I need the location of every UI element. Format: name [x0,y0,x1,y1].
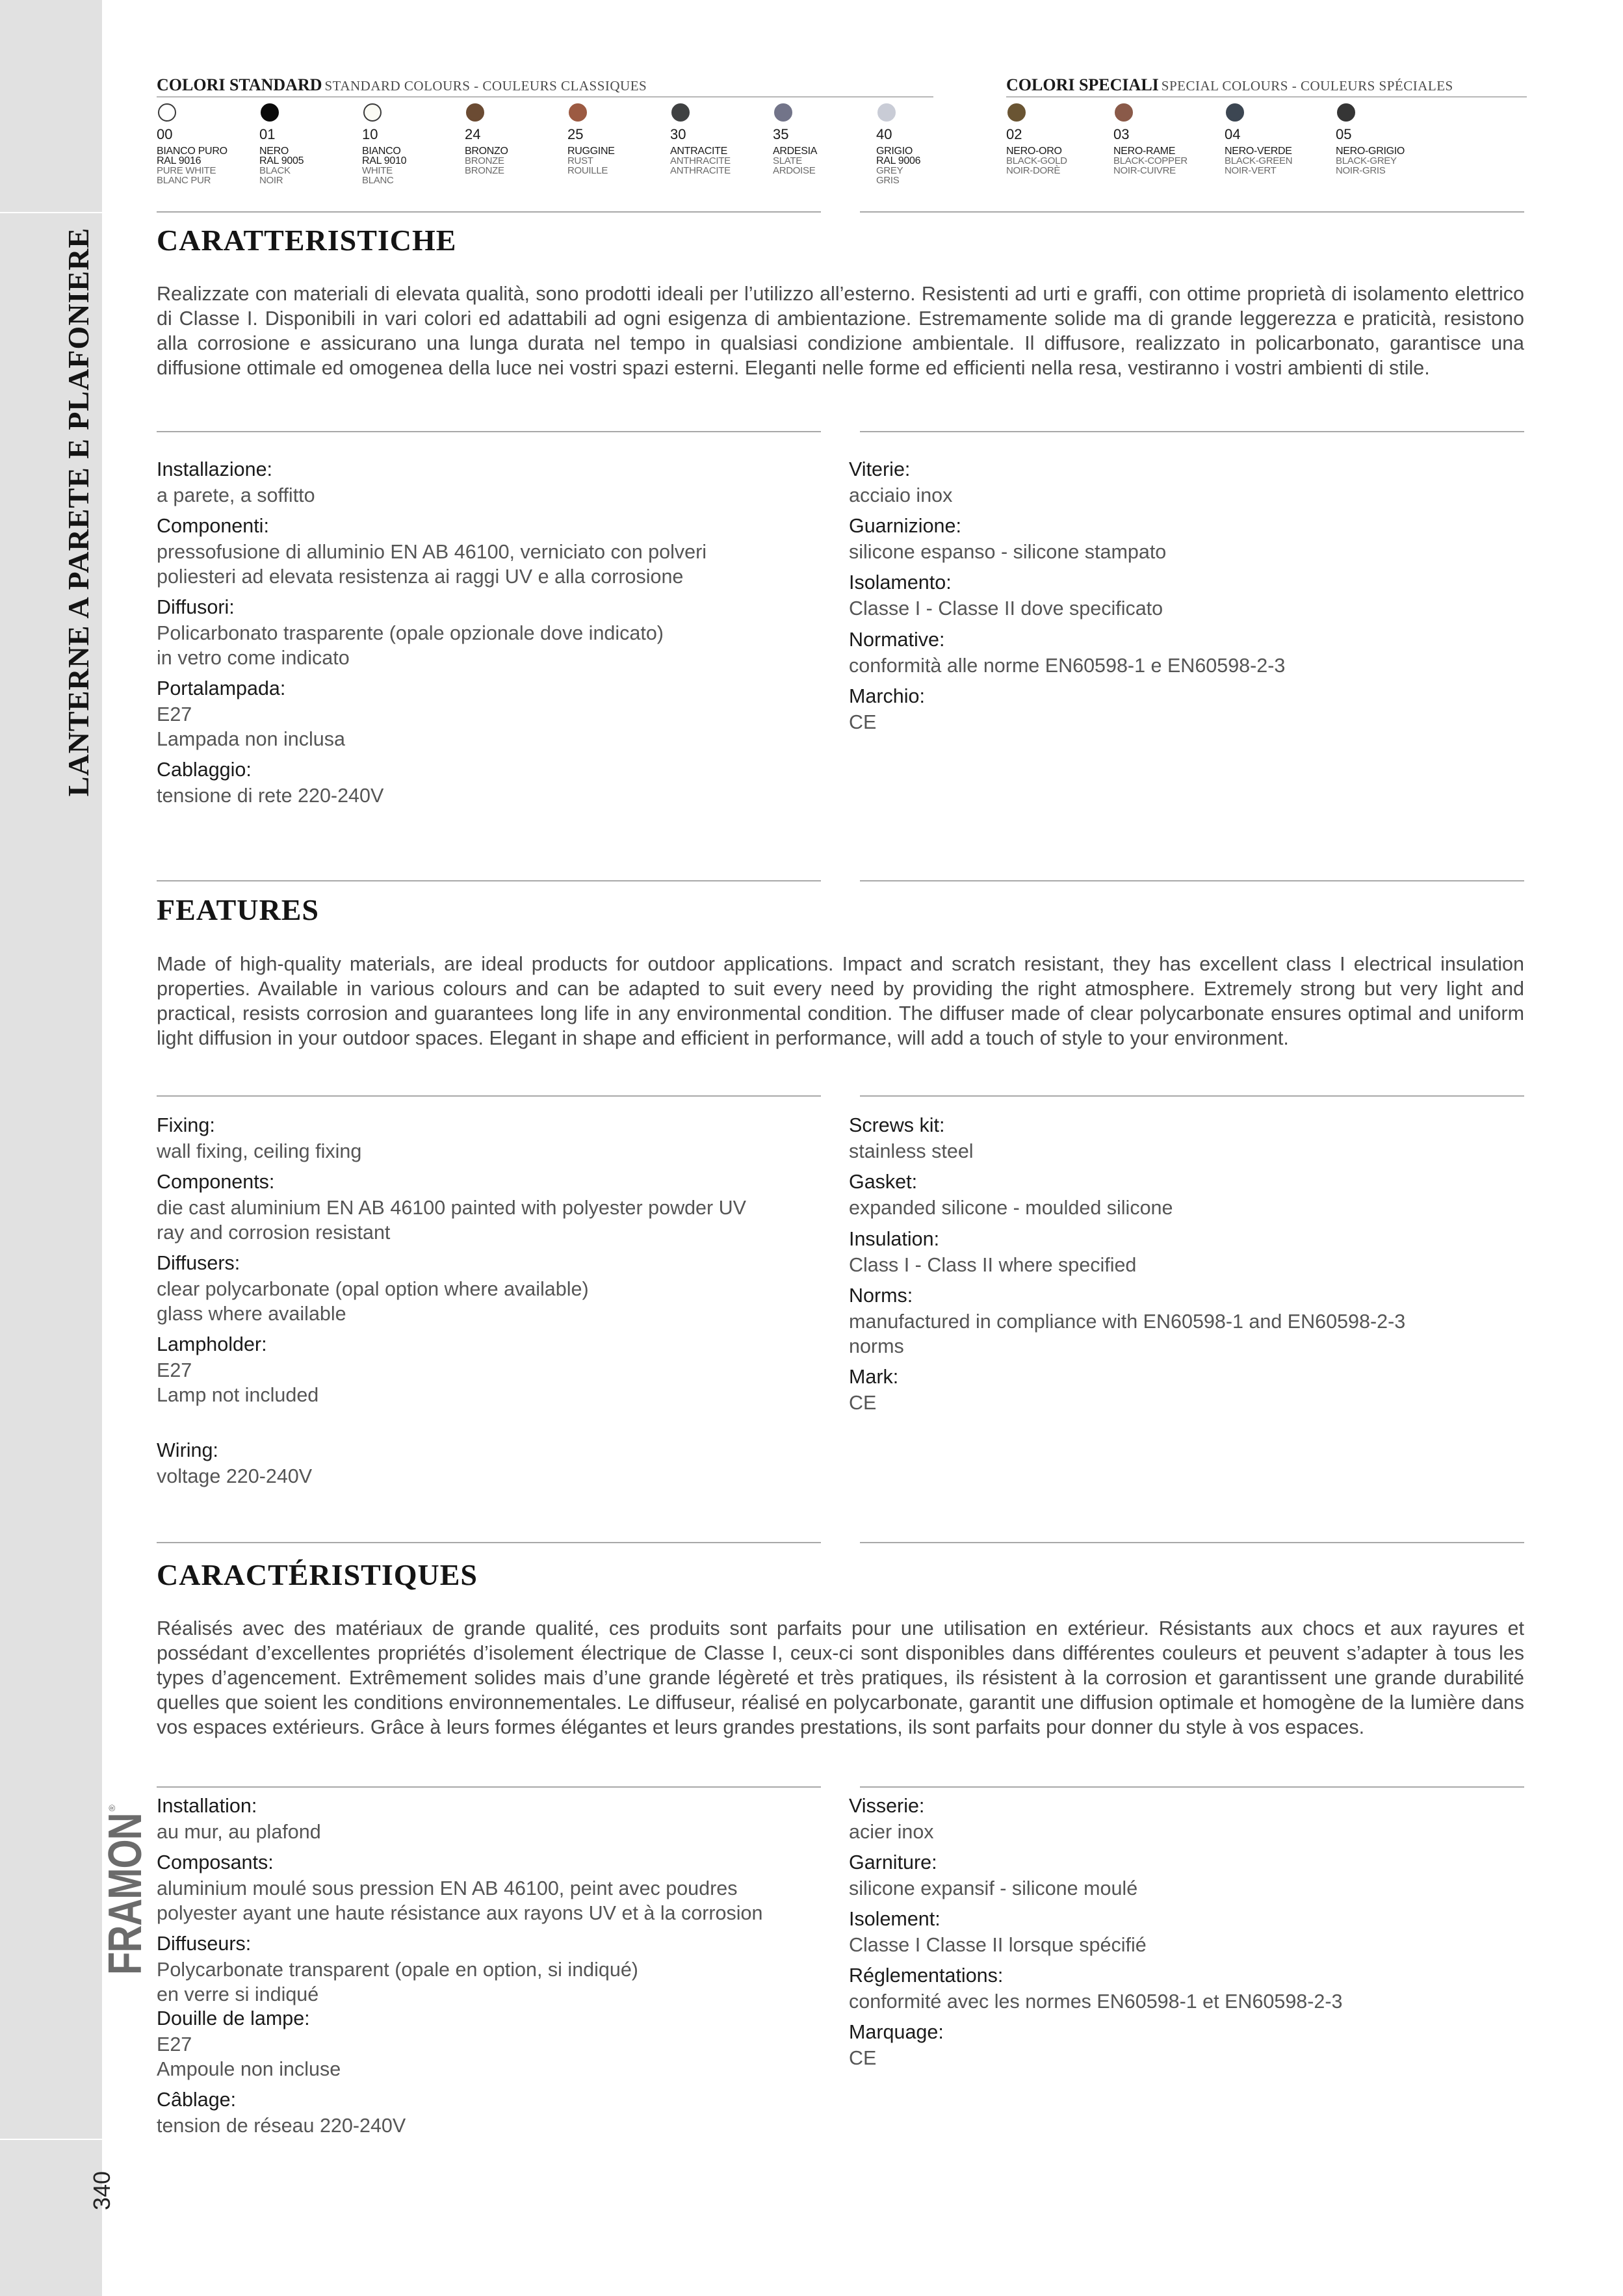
colour-name-en: SLATE [773,155,802,166]
spec-value: stainless steel [849,1140,974,1162]
colour-name: NERO [259,146,289,157]
colour-name-fr: BLANC [362,175,394,186]
spec-label: Portalampada: [157,677,286,699]
colour-code: 24 [465,126,481,142]
colour-name: RUGGINE [567,146,615,157]
spec-label: Screws kit: [849,1114,945,1136]
colour-name-fr: BLANC PUR [157,175,211,186]
spec-value: CE [849,2047,877,2069]
brand-name: FRAMON [98,1813,151,1975]
spec-value: expanded silicone - moulded silicone [849,1197,1173,1219]
colour-dot [466,103,484,122]
colour-ral: RAL 9016 [157,155,201,166]
spec-label: Diffusers: [157,1252,240,1274]
colour-code: 05 [1336,126,1352,142]
registered-mark: ® [107,1805,117,1812]
colour-name-en: GREY [876,165,903,176]
colour-dot [1226,103,1244,122]
spec-label: Wiring: [157,1439,218,1461]
spec-value: CE [849,711,877,733]
section-title-en: FEATURES [157,893,319,926]
colour-dot [774,103,792,122]
spec-value: Lamp not included [157,1384,319,1406]
section-body-fr: Réalisés avec des matériaux de grande qualité, ces produits sont parfaits pour une utilisation en extérieur. Résistants aux chocs et aux rayures et possédant d’excellentes propriétés d’isolement électrique de Classe I, ceux-ci sont disponibles dans différentes couleurs et peuvent s’adapter à tous les types d’agencement. Extrêmement solides mais d’une grande légèreté et très pratiques, ils résistent à la corrosion et garantissent une grande durabilité quelles que soient les conditions environnementales. Le diffuseur, réalisé en polycarbonate, garantit une diffusion optimale et homogène de la lumière dans vos espaces extérieurs. Grâce à leurs formes élégantes et leurs grandes prestations, ils sont parfaits pour donner du style à vos espaces. [157,1617,1524,1738]
colour-name-fr: GRIS [876,175,900,186]
colour-name-fr: ROUILLE [567,165,608,176]
sidebar-title: LANTERNE A PARETE E PLAFONIERE [62,228,95,797]
colour-name: BIANCO PURO [157,146,227,157]
colour-code: 10 [362,126,378,142]
spec-label: Câblage: [157,2089,237,2111]
colour-swatch [157,103,254,185]
colour-name-fr: BRONZE [465,165,504,176]
spec-value: Classe I Classe II lorsque spécifié [849,1934,1147,1956]
spec-label: Viterie: [849,458,911,480]
colour-name-en: BLACK-GREEN [1225,155,1293,166]
colour-name-en: PURE WHITE [157,165,216,176]
spec-label: Garniture: [849,1851,937,1873]
spec-value: Policarbonato trasparente (opale opzionale dove indicato) [157,622,664,644]
spec-label: Normative: [849,629,945,651]
colour-name: NERO-GRIGIO [1336,146,1405,157]
colour-name: NERO-RAME [1113,146,1176,157]
colour-name-fr: NOIR-CUIVRE [1113,165,1176,176]
colour-code: 04 [1225,126,1241,142]
standard-colours-rule [157,96,933,98]
special-colour-swatch [1336,103,1433,176]
spec-value: Classe I - Classe II dove specificato [849,597,1163,620]
spec-label: Réglementations: [849,1964,1004,1987]
brand-logo [98,1805,151,1975]
spec-value: conformité avec les normes EN60598-1 et EN60598-2-3 [849,1990,1343,2013]
spec-value: norms [849,1335,904,1357]
divider [860,431,1524,432]
colour-code: 01 [259,126,276,142]
section-body-en: Made of high-quality materials, are ideal products for outdoor applications. Impact and scratch resistant, they has excellent class I electrical insulation properties. Available in various colours and can be adapted to suit every need by providing the right atmosphere. Extremely strong but very light and practical, resists corrosion and guarantees long life in any environmental condition. The diffuser made of clear polycarbonate ensures optimal and uniform light diffusion in your outdoor spaces. Elegant in shape and efficient in performance, will add a touch of style to your environment. [157,953,1524,1049]
colour-name: NERO-VERDE [1225,146,1292,157]
spec-label: Visserie: [849,1795,925,1817]
colour-swatch [876,103,974,185]
spec-value: aluminium moulé sous pression EN AB 46100, peint avec poudres [157,1877,738,1899]
spec-value: tensione di rete 220-240V [157,785,384,807]
section-title-fr: CARACTÉRISTIQUES [157,1558,478,1591]
colour-name-fr: ARDOISE [773,165,816,176]
spec-label: Marchio: [849,685,925,707]
colour-dot [363,103,382,122]
spec-value: tension de réseau 220-240V [157,2115,406,2137]
colour-dot [877,103,896,122]
colour-code: 00 [157,126,173,142]
colour-swatch [670,103,768,176]
spec-value: poliesteri ad elevata resistenza ai raggi UV e alla corrosione [157,566,684,588]
spec-label: Isolamento: [849,571,952,594]
colour-code: 40 [876,126,892,142]
divider [860,1095,1524,1097]
spec-value: Ampoule non incluse [157,2058,341,2080]
special-colour-swatch [1225,103,1322,176]
colour-dot [261,103,279,122]
colour-swatch [567,103,665,176]
spec-label: Guarnizione: [849,515,961,537]
spec-value: en verre si indiqué [157,1983,319,2005]
colour-name: NERO-ORO [1006,146,1062,157]
colour-code: 02 [1006,126,1022,142]
spec-label: Diffusori: [157,596,235,618]
colour-ral: RAL 9005 [259,155,304,166]
colour-code: 25 [567,126,584,142]
spec-value: glass where available [157,1303,346,1325]
colour-ral: RAL 9006 [876,155,921,166]
divider [157,1542,821,1543]
spec-label: Gasket: [849,1171,918,1193]
standard-colours-title: COLORI STANDARD [157,75,322,94]
colour-name-en: RUST [567,155,593,166]
spec-label: Lampholder: [157,1333,267,1355]
spec-label: Mark: [849,1366,899,1388]
spec-value: CE [849,1392,877,1414]
spec-value: au mur, au plafond [157,1821,321,1843]
spec-value: pressofusione di alluminio EN AB 46100, verniciato con polveri [157,541,707,563]
colour-name-fr: NOIR-DORÈ [1006,165,1061,176]
divider [860,1542,1524,1543]
colour-name-fr: NOIR [259,175,283,186]
spec-label: Components: [157,1171,275,1193]
divider [860,211,1524,213]
colour-dot [158,103,176,122]
spec-value: a parete, a soffitto [157,484,315,506]
colour-name: ARDESIA [773,146,818,157]
colour-swatch [465,103,562,176]
spec-label: Fixing: [157,1114,215,1136]
colour-name-fr: ANTHRACITE [670,165,731,176]
page-number: 340 [88,2171,115,2210]
spec-value: in vetro come indicato [157,647,350,669]
spec-value: Polycarbonate transparent (opale en option, si indiqué) [157,1959,638,1981]
spec-value: conformità alle norme EN60598-1 e EN60598-2-3 [849,655,1286,677]
spec-label: Composants: [157,1851,274,1873]
spec-value: silicone espanso - silicone stampato [849,541,1167,563]
spec-value: clear polycarbonate (opal option where available) [157,1278,589,1300]
standard-colours-subtitle: STANDARD COLOURS - COULEURS CLASSIQUES [324,78,647,94]
colour-code: 30 [670,126,686,142]
colour-dot [671,103,690,122]
colour-name-fr: NOIR-VERT [1225,165,1277,176]
spec-value: voltage 220-240V [157,1465,313,1487]
spec-value: E27 [157,2033,192,2055]
special-colour-swatch [1006,103,1104,176]
colour-name-en: BLACK [259,165,291,176]
special-colours-rule [1006,96,1527,98]
divider [157,880,821,881]
spec-label: Installation: [157,1795,257,1817]
divider [157,1095,821,1097]
spec-value: E27 [157,703,192,725]
colour-name-en: BRONZE [465,155,504,166]
special-colours-subtitle: SPECIAL COLOURS - COULEURS SPÉCIALES [1161,78,1453,94]
spec-value: Lampada non inclusa [157,728,345,750]
spec-label: Insulation: [849,1228,940,1250]
spec-label: Isolement: [849,1908,941,1930]
spec-value: ray and corrosion resistant [157,1221,391,1244]
spec-label: Douille de lampe: [157,2007,310,2029]
colour-name: ANTRACITE [670,146,727,157]
colour-code: 03 [1113,126,1130,142]
colour-ral: RAL 9010 [362,155,407,166]
colour-name-en: BLACK-GOLD [1006,155,1067,166]
colour-swatch [259,103,357,185]
colour-swatch [773,103,870,176]
colour-name-en: BLACK-COPPER [1113,155,1188,166]
colour-name-fr: NOIR-GRIS [1336,165,1386,176]
sidebar-divider-bottom [0,2139,102,2140]
colour-name: BRONZO [465,146,508,157]
spec-value: acciaio inox [849,484,953,506]
spec-label: Norms: [849,1285,913,1307]
colour-name: GRIGIO [876,146,913,157]
colour-code: 35 [773,126,789,142]
spec-value: die cast aluminium EN AB 46100 painted with polyester powder UV [157,1197,747,1219]
divider [860,1786,1524,1788]
special-colours-heading [1006,75,1453,95]
colour-name-en: WHITE [362,165,393,176]
colour-swatch [362,103,460,185]
divider [157,211,821,213]
spec-value: acier inox [849,1821,934,1843]
spec-value: Class I - Class II where specified [849,1254,1137,1276]
colour-dot [1115,103,1133,122]
standard-colours-heading [157,75,647,95]
colour-dot [569,103,587,122]
colour-dot [1007,103,1026,122]
divider [157,1786,821,1788]
colour-name: BIANCO [362,146,401,157]
divider [157,431,821,432]
section-body-it: Realizzate con materiali di elevata qualità, sono prodotti ideali per l’utilizzo all’esterno. Resistenti ad urti e graffi, con ottime proprietà di isolamento elettrico di Classe I. Disponibili in vari colori ed adattabili ad ogni esigenza di ambientazione. Estremamente solide ma di grande leggerezza e praticità, resistono alla corrosione e assicurano una lunga durata nel tempo in qualsiasi condizione ambientale. Il diffusore, realizzato in policarbonato, garantisce una diffusione ottimale ed omogenea della luce nei vostri spazi esterni. Eleganti nelle forme ed efficienti nella resa, vestiranno i vostri ambienti di stile. [157,283,1524,379]
special-colour-swatch [1113,103,1211,176]
divider [860,880,1524,881]
spec-value: wall fixing, ceiling fixing [157,1140,362,1162]
spec-value: manufactured in compliance with EN60598-1 and EN60598-2-3 [849,1311,1406,1333]
spec-label: Componenti: [157,515,269,537]
section-title-it: CARATTERISTICHE [157,224,457,257]
spec-label: Installazione: [157,458,273,480]
sidebar-divider-top [0,212,102,213]
spec-label: Cablaggio: [157,759,252,781]
spec-value: E27 [157,1359,192,1381]
spec-label: Marquage: [849,2021,944,2043]
spec-label: Diffuseurs: [157,1933,252,1955]
colour-name-en: ANTHRACITE [670,155,731,166]
spec-value: polyester ayant une haute résistance aux rayons UV et à la corrosion [157,1902,763,1924]
special-colours-title: COLORI SPECIALI [1006,75,1159,94]
spec-value: silicone expansif - silicone moulé [849,1877,1138,1899]
colour-dot [1337,103,1355,122]
colour-name-en: BLACK-GREY [1336,155,1397,166]
